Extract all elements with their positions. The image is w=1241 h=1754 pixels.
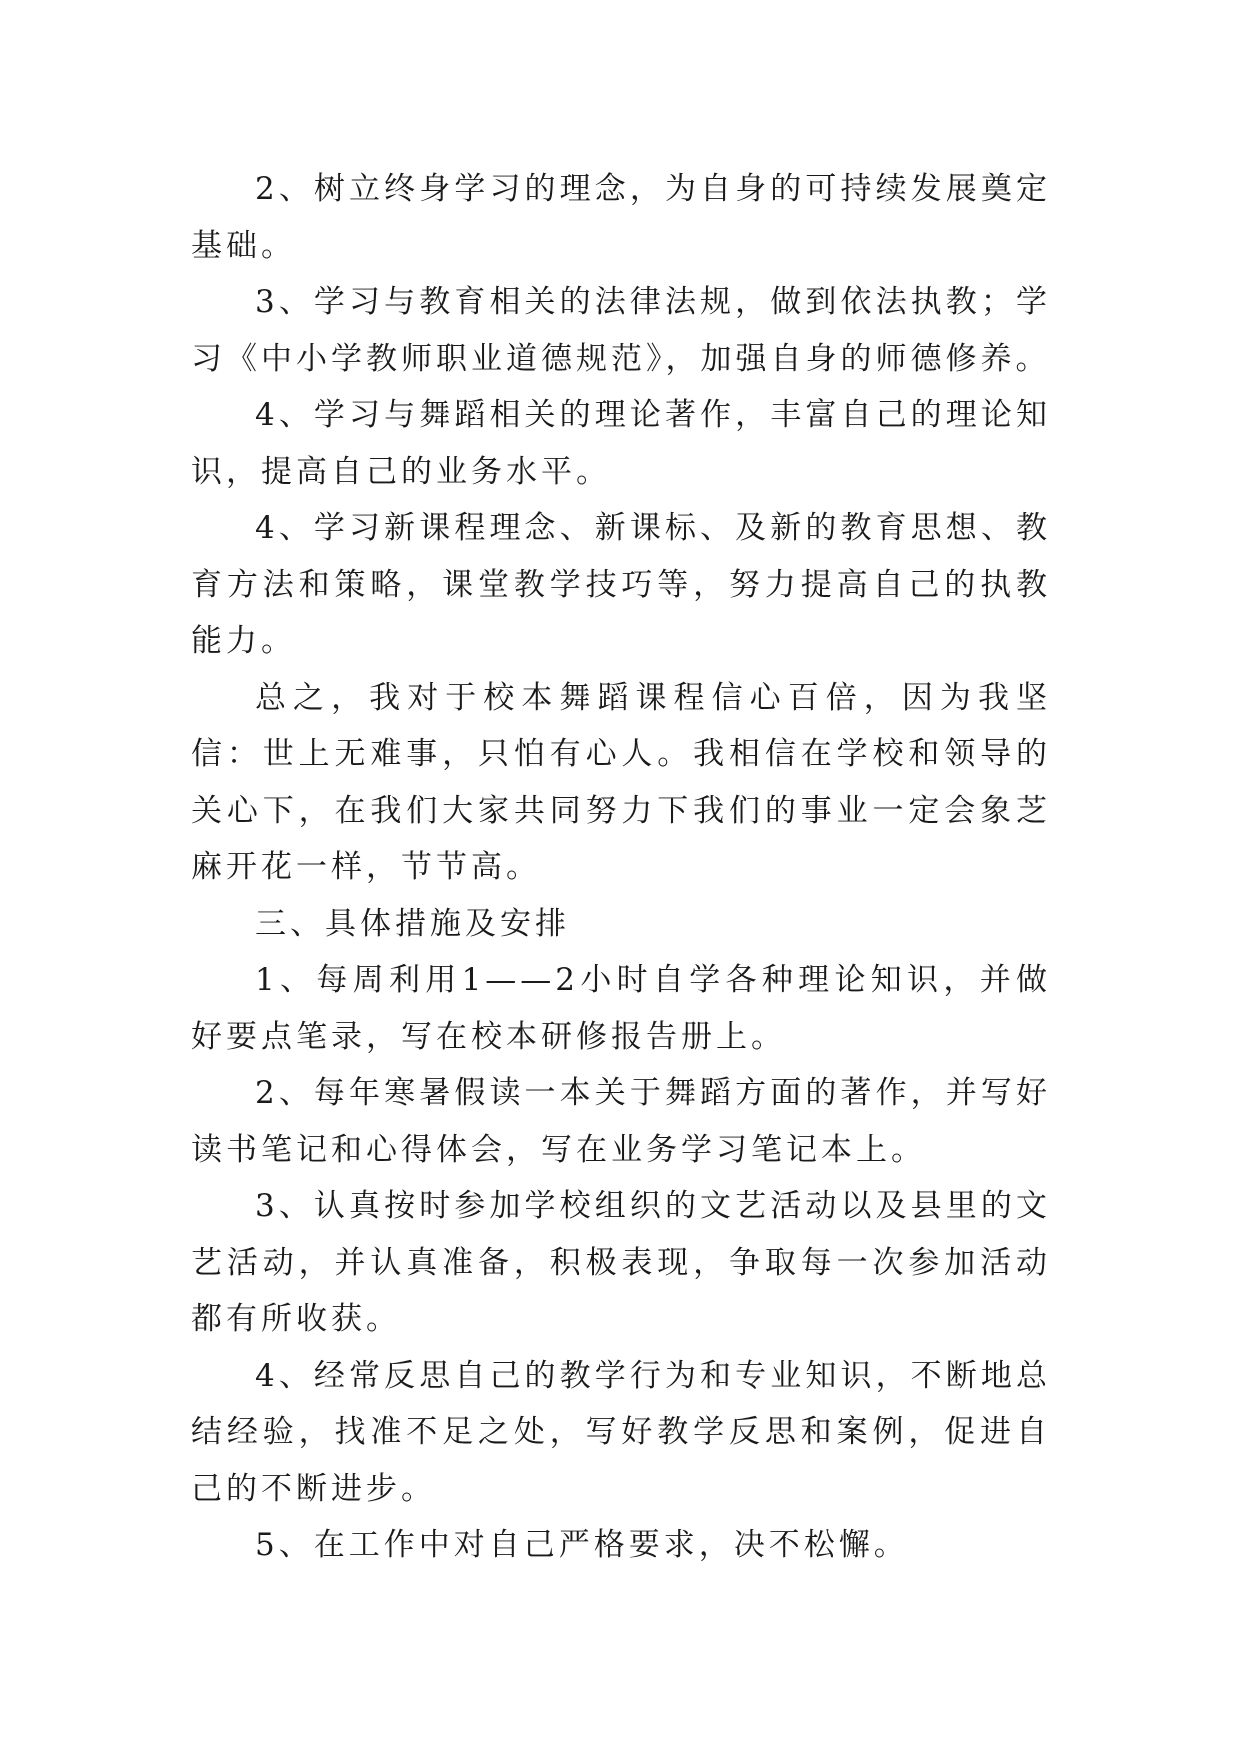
document-body: [191, 161, 1051, 1574]
paragraph-measure-5: 5、在工作中对自己严格要求，决不松懈。: [255, 1527, 909, 1563]
paragraph-goal-2: 2、树立终身学习的理念，为自身的可持续发展奠定基础。: [191, 171, 1051, 264]
paragraph-goal-4b: 4、学习新课程理念、新课标、及新的教育思想、教育方法和策略，课堂教学技巧等，努力提高自己的执教能力。: [191, 510, 1051, 659]
section-heading-measures: 三、具体措施及安排: [255, 905, 570, 942]
paragraph-summary: 总之，我对于校本舞蹈课程信心百倍，因为我坚信：世上无难事，只怕有心人。我相信在学校和领导的关心下，在我们大家共同努力下我们的事业一定会象芝麻开花一样，节节高。: [191, 679, 1051, 885]
paragraph-measure-2: 2、每年寒暑假读一本关于舞蹈方面的著作，并写好读书笔记和心得体会，写在业务学习笔记本上。: [191, 1075, 1051, 1168]
paragraph-goal-4a: 4、学习与舞蹈相关的理论著作，丰富自己的理论知识，提高自己的业务水平。: [191, 397, 1051, 490]
paragraph-measure-3: 3、认真按时参加学校组织的文艺活动以及县里的文艺活动，并认真准备，积极表现，争取每一次参加活动都有所收获。: [191, 1188, 1051, 1337]
paragraph-measure-4: 4、经常反思自己的教学行为和专业知识，不断地总结经验，找准不足之处，写好教学反思和案例，促进自己的不断进步。: [191, 1357, 1051, 1507]
paragraph-goal-3: 3、学习与教育相关的法律法规，做到依法执教；学习《中小学教师职业道德规范》，加强自身的师德修养。: [191, 284, 1051, 377]
paragraph-measure-1: 1、每周利用1——2小时自学各种理论知识，并做好要点笔录，写在校本研修报告册上。: [191, 962, 1051, 1055]
